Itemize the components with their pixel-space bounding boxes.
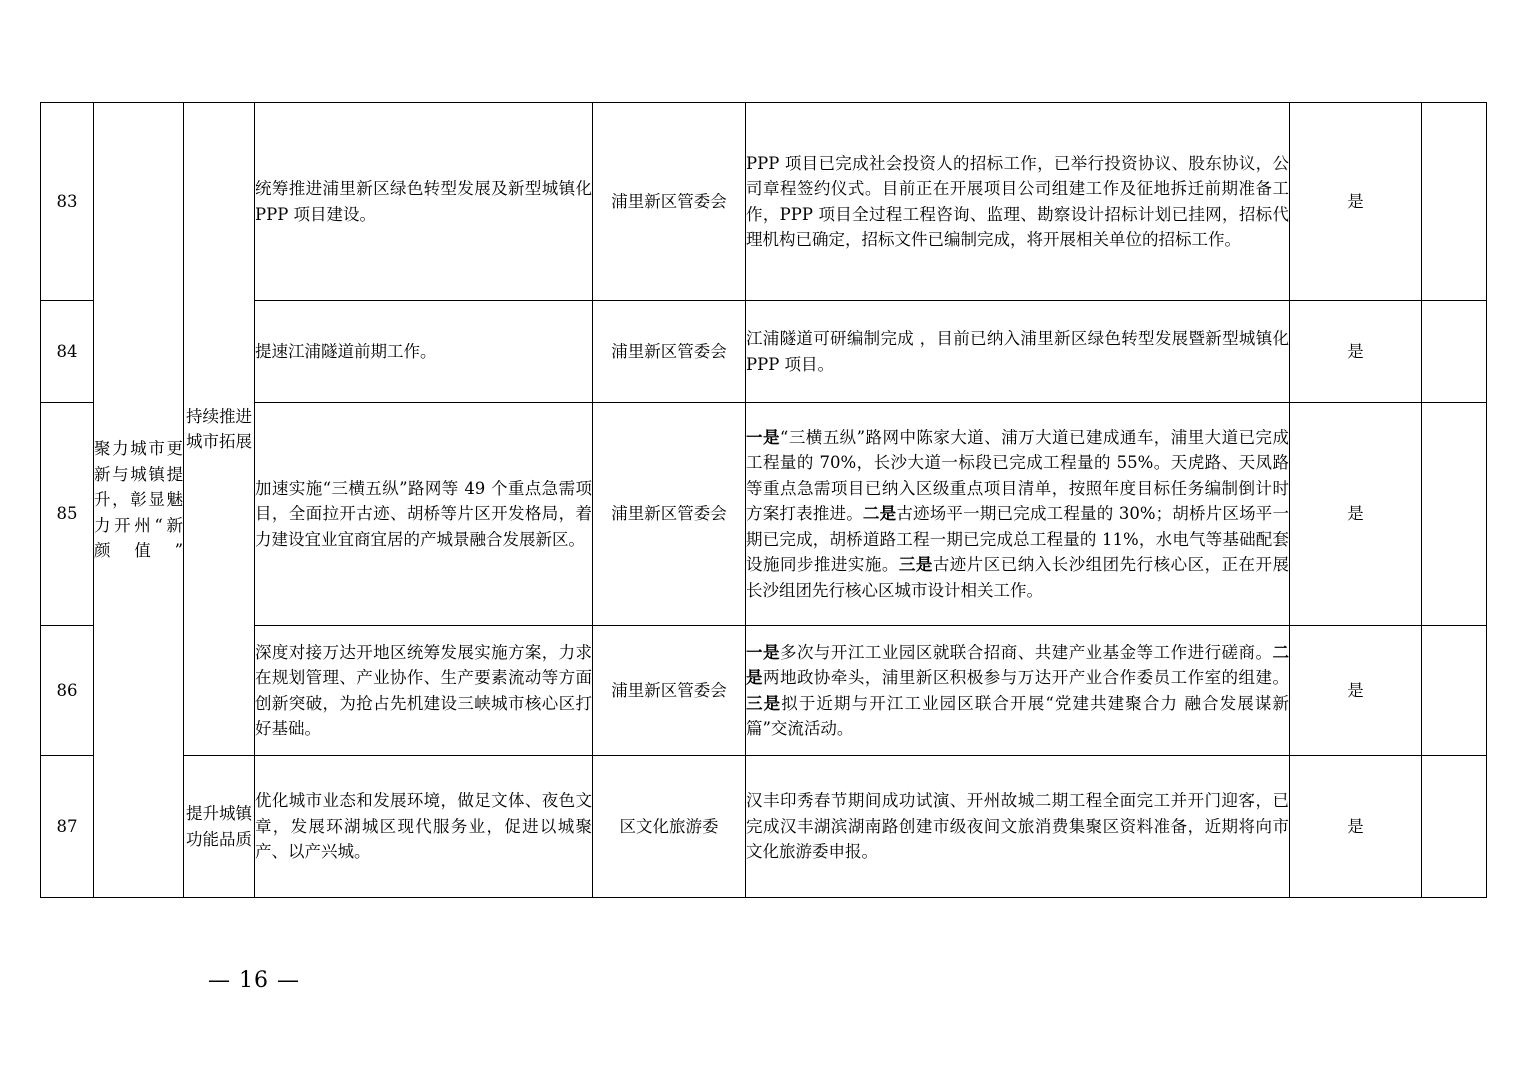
category-text: 聚力城市更新与城镇提升，彰显魅力开州“新颜值”	[94, 439, 183, 561]
remark-cell	[1422, 403, 1487, 626]
progress-cell	[746, 403, 1290, 626]
table-row	[41, 626, 1487, 756]
subcategory-cell: 持续推进城市拓展	[184, 103, 255, 756]
progress-lead: 三是	[746, 693, 782, 713]
remark-cell	[1422, 103, 1487, 301]
progress-text: “三横五纵”路网中陈家大道、浦万大道已建成通车，浦里大道已完成工程量的 70%，长沙大道一标段已完成工程量的 55%。天虎路、天凤路等重点急需项目已纳入区级重点项目清单，按照年度目标任务编制倒计时方案打表推进。	[746, 427, 1290, 524]
progress-lead: 二是	[862, 504, 897, 524]
progress-text: 两地政协牵头，浦里新区积极参与万达开产业合作委员工作室的组建。	[762, 668, 1290, 687]
progress-text: 拟于近期与开江工业园区联合开展“党建共建聚合力 融合发展谋新篇”交流活动。	[746, 693, 1289, 738]
page-number: — 16 —	[208, 968, 300, 993]
completion-cell: 是	[1290, 403, 1422, 626]
department-cell: 浦里新区管委会	[593, 403, 746, 626]
department-cell: 浦里新区管委会	[593, 626, 746, 756]
row-number: 87	[41, 756, 94, 898]
progress-text: 古迹片区已纳入长沙组团先行核心区，正在开展长沙组团先行核心区城市设计相关工作。	[746, 555, 1290, 600]
task-cell: 提速江浦隧道前期工作。	[255, 301, 593, 403]
progress-text: 汉丰印秀春节期间成功试演、开州故城二期工程全面完工并开门迎客，已完成汉丰湖滨湖南路创建市级夜间文旅消费集聚区资料准备，近期将向市文化旅游委申报。	[746, 791, 1289, 862]
work-progress-table	[40, 102, 1487, 898]
progress-cell	[746, 626, 1290, 756]
table-row	[41, 103, 1487, 301]
progress-lead: 一是	[746, 427, 780, 447]
row-number: 85	[41, 403, 94, 626]
task-cell: 加速实施“三横五纵”路网等 49 个重点急需项目，全面拉开古迹、胡桥等片区开发格局，着力建设宜业宜商宜居的产城景融合发展新区。	[255, 403, 593, 626]
category-cell	[94, 103, 184, 898]
completion-cell: 是	[1290, 626, 1422, 756]
table-row	[41, 756, 1487, 898]
completion-cell: 是	[1290, 756, 1422, 898]
remark-cell	[1422, 301, 1487, 403]
completion-cell: 是	[1290, 103, 1422, 301]
row-number: 86	[41, 626, 94, 756]
task-cell: 统筹推进浦里新区绿色转型发展及新型城镇化 PPP 项目建设。	[255, 103, 593, 301]
row-number: 84	[41, 301, 94, 403]
progress-lead: 一是	[746, 642, 780, 662]
completion-cell: 是	[1290, 301, 1422, 403]
department-cell: 浦里新区管委会	[593, 103, 746, 301]
progress-cell	[746, 301, 1290, 403]
row-number: 83	[41, 103, 94, 301]
remark-cell	[1422, 626, 1487, 756]
progress-text: 多次与开江工业园区就联合招商、共建产业基金等工作进行磋商。	[779, 642, 1273, 662]
department-cell: 区文化旅游委	[593, 756, 746, 898]
table-row	[41, 403, 1487, 626]
task-cell: 深度对接万达开地区统筹发展实施方案，力求在规划管理、产业协作、生产要素流动等方面创新突破，为抢占先机建设三峡城市核心区打好基础。	[255, 626, 593, 756]
progress-text: PPP 项目已完成社会投资人的招标工作，已举行投资协议、股东协议，公司章程签约仪式。目前正在开展项目公司组建工作及征地拆迁前期准备工作，PPP 项目全过程工程咨询、监理、勘察设计招标计划已挂网，招标代理机构已确定，招标文件已编制完成，将开展相关单位的招标工作。	[746, 153, 1289, 249]
table-row	[41, 301, 1487, 403]
progress-text: 江浦隧道可研编制完成 ，目前已纳入浦里新区绿色转型发展暨新型城镇化 PPP 项目。	[746, 329, 1289, 374]
task-cell: 优化城市业态和发展环境，做足文体、夜色文章，发展环湖城区现代服务业，促进以城聚产、以产兴城。	[255, 756, 593, 898]
progress-text: 古迹场平一期已完成工程量的 30%；胡桥片区场平一期已完成，胡桥道路工程一期已完成总工程量的 11%，水电气等基础配套设施同步推进实施。	[746, 504, 1290, 575]
remark-cell	[1422, 756, 1487, 898]
progress-cell	[746, 756, 1290, 898]
subcategory-cell: 提升城镇功能品质	[184, 756, 255, 898]
progress-cell	[746, 103, 1290, 301]
progress-lead: 三是	[898, 555, 933, 575]
progress-lead: 二是	[746, 642, 1290, 687]
department-cell: 浦里新区管委会	[593, 301, 746, 403]
